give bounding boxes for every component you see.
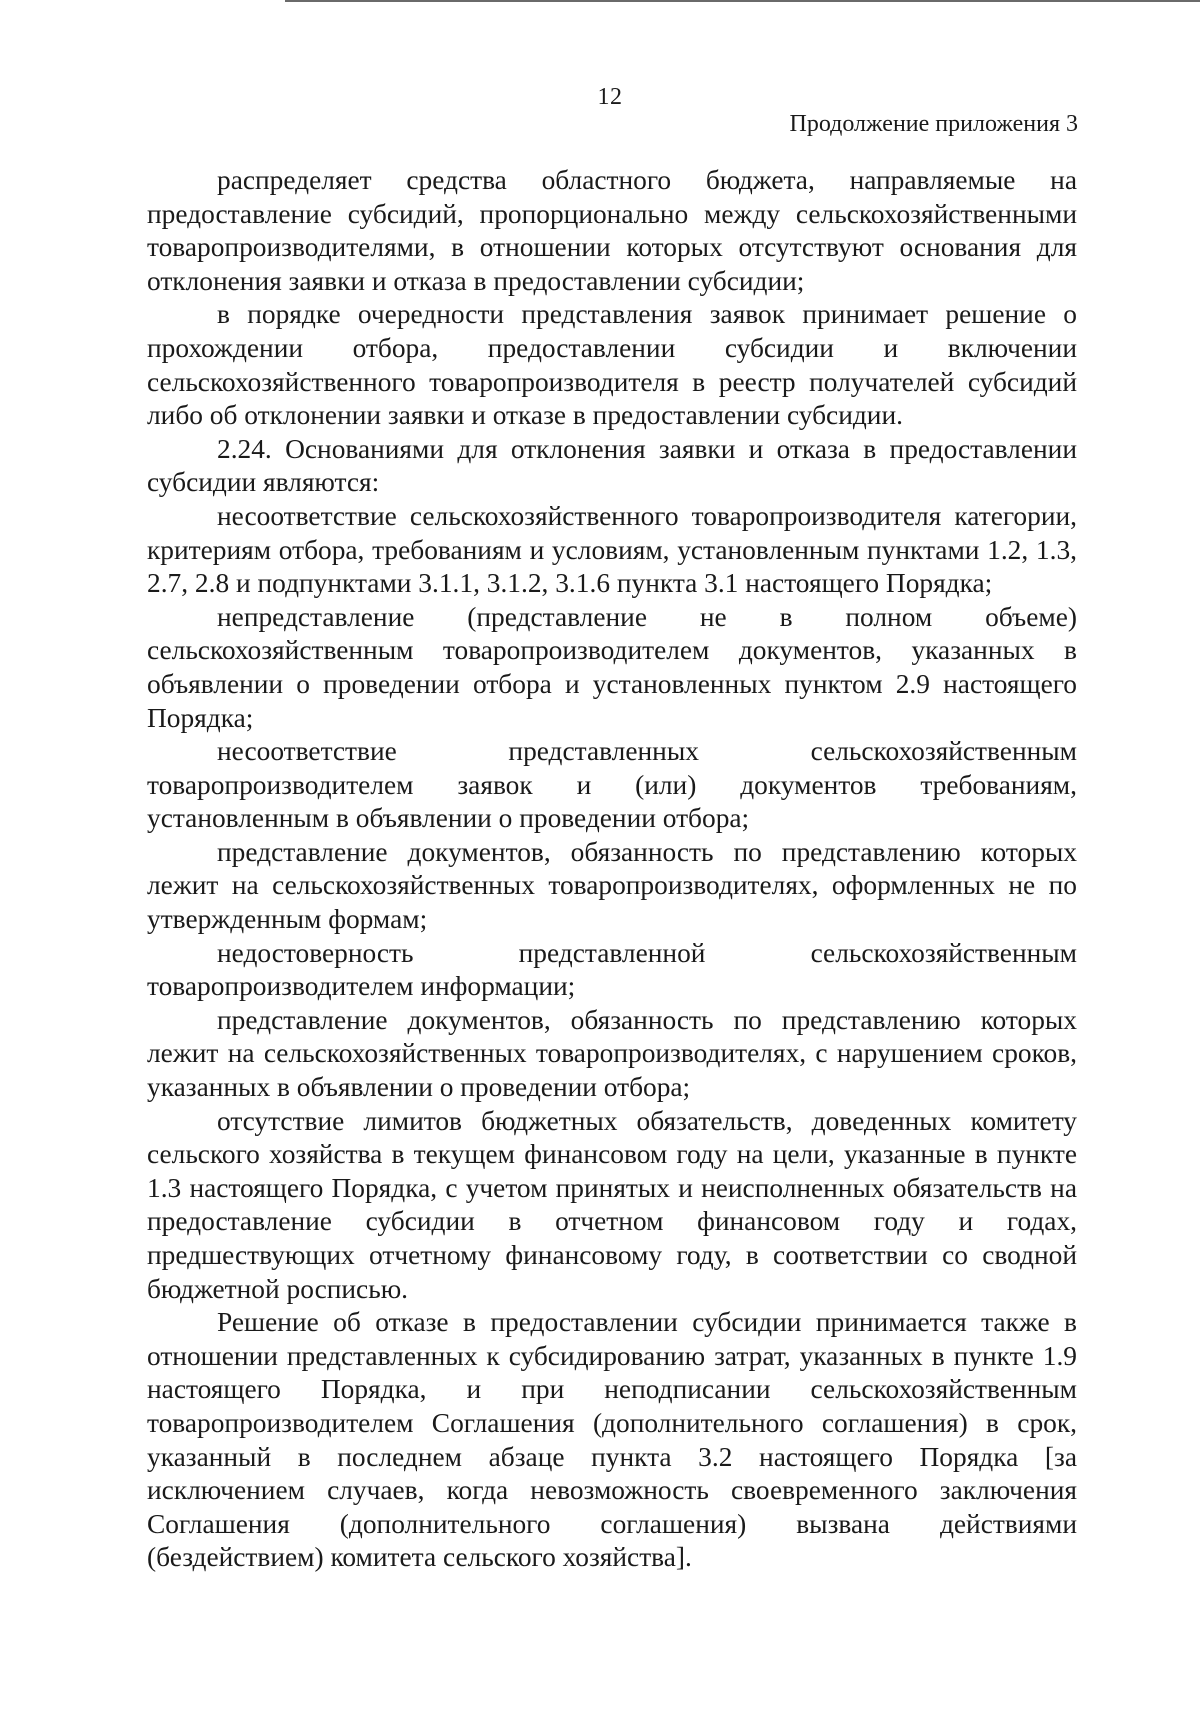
- paragraph: отсутствие лимитов бюджетных обязательств, доведенных комитету сельского хозяйства в текущем финансовом году на цели, указанные в пункте 1.3 настоящего Порядка, с учетом принятых и неисполненных обязательств на предоставление субсидии в отчетном финансовом году и годах, предшествующих отчетному финансовому году, в соответствии со сводной бюджетной росписью.: [147, 1105, 1077, 1304]
- scan-edge-line: [285, 0, 1200, 2]
- paragraph: недостоверность представленной сельскохозяйственным товаропроизводителем информации;: [147, 937, 1077, 1002]
- paragraph: несоответствие представленных сельскохозяйственным товаропроизводителем заявок и (или) документов требованиям, установленным в объявлении о проведении отбора;: [147, 736, 1077, 834]
- appendix-continuation-label: Продолжение приложения 3: [789, 111, 1078, 137]
- paragraph: несоответствие сельскохозяйственного товаропроизводителя категории, критериям отбора, требованиям и условиям, установленным пунктами 1.2, 1.3, 2.7, 2.8 и подпунктами 3.1.1, 3.1.2, 3.1.6 пункта 3.1 настоящего Порядка;: [147, 500, 1077, 599]
- paragraph: Решение об отказе в предоставлении субсидии принимается также в отношении представленных к субсидированию затрат, указанных в пункте 1.9 настоящего Порядка, и при неподписании сельскохозяйственным товаропроизводителем Соглашения (дополнительного соглашения) в срок, указанный в последнем абзаце пункта 3.2 настоящего Порядка [за исключением случаев, когда невозможность своевременного заключения Соглашения (дополнительного соглашения) вызвана действиями (бездействием) комитета сельского хозяйства].: [147, 1307, 1077, 1573]
- paragraph: непредставление (представление не в полном объеме) сельскохозяйственным товаропроизводителем документов, указанных в объявлении о проведении отбора и установленных пунктом 2.9 настоящего Порядка;: [147, 601, 1077, 733]
- paragraph: представление документов, обязанность по представлению которых лежит на сельскохозяйственных товаропроизводителях, с нарушением сроков, указанных в объявлении о проведении отбора;: [147, 1004, 1077, 1103]
- document-body: [147, 164, 1077, 1575]
- paragraph: представление документов, обязанность по представлению которых лежит на сельскохозяйственных товаропроизводителях, оформленных не по утвержденным формам;: [147, 836, 1077, 935]
- paragraph: в порядке очередности представления заявок принимает решение о прохождении отбора, предоставлении субсидии и включении сельскохозяйственного товаропроизводителя в реестр получателей субсидий либо об отклонении заявки и отказе в предоставлении субсидии.: [147, 299, 1077, 431]
- paragraph: 2.24. Основаниями для отклонения заявки и отказа в предоставлении субсидии являются:: [147, 433, 1077, 498]
- page-number: 12: [597, 84, 623, 110]
- paragraph: распределяет средства областного бюджета, направляемые на предоставление субсидий, пропорционально между сельскохозяйственными товаропроизводителями, в отношении которых отсутствуют основания для отклонения заявки и отказа в предоставлении субсидии;: [147, 165, 1077, 296]
